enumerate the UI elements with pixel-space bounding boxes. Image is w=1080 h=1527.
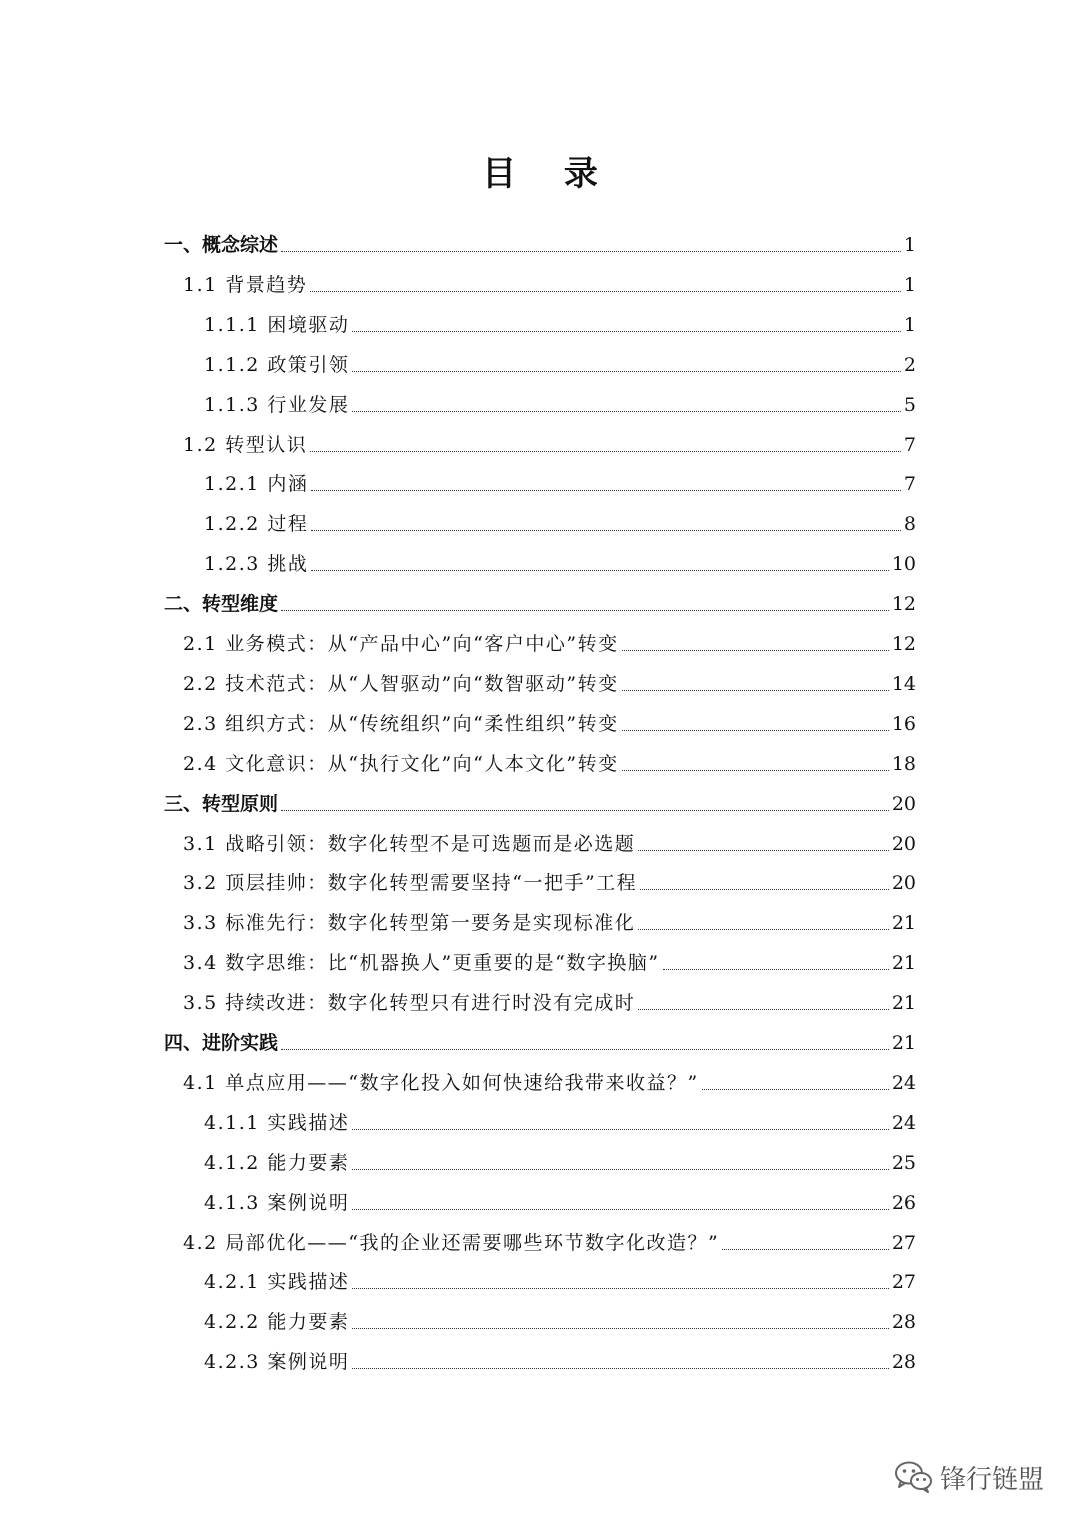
toc-entry-page: 2: [903, 353, 916, 376]
dot-leader: [352, 1169, 888, 1170]
toc-entry-page: 25: [891, 1151, 916, 1174]
toc-entry-title: 4.1.3 案例说明: [204, 1191, 350, 1214]
dot-leader: [638, 1009, 889, 1010]
toc-entry[interactable]: [183, 1060, 916, 1096]
toc-entry-page: 20: [891, 792, 916, 815]
toc-entry-page: 10: [891, 553, 916, 576]
toc-entry-title: 2.2 技术范式：从“人智驱动”向“数智驱动”转变: [183, 672, 619, 695]
toc-entry[interactable]: [183, 661, 916, 697]
toc-entry-title: 4.2.3 案例说明: [204, 1351, 350, 1374]
dot-leader: [638, 929, 889, 930]
toc-entry-page: 20: [891, 832, 916, 855]
toc-entry[interactable]: [204, 382, 916, 418]
toc-entry-title: 4.1.2 能力要素: [204, 1151, 350, 1174]
toc-entry-title: 2.1 业务模式：从“产品中心”向“客户中心”转变: [183, 633, 619, 655]
toc-entry-page: 5: [903, 393, 916, 416]
toc-entry[interactable]: [204, 342, 916, 378]
watermark: [894, 1457, 1044, 1497]
dot-leader: [352, 371, 901, 372]
wechat-icon: [894, 1460, 934, 1494]
toc-entry-title: 2.4 文化意识：从“执行文化”向“人本文化”转变: [183, 752, 619, 775]
dot-leader: [311, 490, 901, 491]
dot-leader: [281, 610, 889, 611]
toc-entry-title: 1.1 背景趋势: [183, 273, 308, 296]
toc-entry[interactable]: [204, 1140, 916, 1176]
toc-entry-title: 3.3 标准先行：数字化转型第一要务是实现标准化: [183, 912, 636, 935]
dot-leader: [622, 770, 889, 771]
toc-entry-page: 28: [891, 1311, 916, 1334]
toc-entry-page: 21: [891, 992, 916, 1015]
toc-entry-page: 14: [891, 672, 916, 695]
toc-entry[interactable]: [183, 422, 916, 458]
dot-leader: [281, 810, 889, 811]
dot-leader: [281, 1049, 889, 1050]
dot-leader: [352, 331, 901, 332]
toc-entry-title: 4.2.2 能力要素: [204, 1311, 350, 1334]
dot-leader: [310, 291, 901, 292]
toc-entry-page: 28: [891, 1351, 916, 1374]
toc-entry[interactable]: [183, 701, 916, 737]
toc-entry[interactable]: [204, 501, 916, 537]
toc-entry[interactable]: [204, 1299, 916, 1335]
dot-leader: [622, 650, 889, 651]
toc-entry-title: 一、概念综述: [164, 234, 279, 256]
dot-leader: [352, 411, 901, 412]
toc-entry[interactable]: [204, 302, 916, 338]
toc-entry[interactable]: [183, 940, 916, 976]
toc-entry-title: 2.3 组织方式：从“传统组织”向“柔性组织”转变: [183, 712, 619, 735]
toc-entry-page: 12: [891, 593, 916, 616]
toc-entry[interactable]: [164, 1020, 916, 1056]
toc-entry-page: 1: [903, 273, 916, 296]
toc-entry-title: 1.2 转型认识: [183, 433, 308, 456]
dot-leader: [722, 1249, 889, 1250]
toc-entry-page: 20: [891, 872, 916, 895]
toc-entry-page: 21: [891, 1032, 916, 1054]
dot-leader: [663, 969, 889, 970]
toc-entry[interactable]: [183, 1220, 916, 1256]
toc-entry[interactable]: [204, 461, 916, 497]
toc-entry-page: 1: [903, 313, 916, 336]
toc-entry[interactable]: [183, 262, 916, 298]
toc-entry-page: 7: [903, 473, 916, 496]
toc-entry[interactable]: [204, 1100, 916, 1136]
toc-entry[interactable]: [204, 541, 916, 577]
toc-entry-title: 1.1.1 困境驱动: [204, 313, 350, 336]
toc-entry[interactable]: [204, 1259, 916, 1295]
toc-entry-title: 1.2.3 挑战: [204, 553, 309, 576]
dot-leader: [311, 570, 888, 571]
watermark-text: 锋行链盟: [939, 1464, 1044, 1495]
dot-leader: [352, 1209, 888, 1210]
toc-entry[interactable]: [204, 1180, 916, 1216]
dot-leader: [622, 690, 889, 691]
toc-entry-title: 3.1 战略引领：数字化转型不是可选题而是必选题: [183, 832, 636, 855]
toc-entry-page: 24: [891, 1111, 916, 1134]
toc-entry-title: 1.1.2 政策引领: [204, 353, 350, 376]
toc-entry-title: 1.2.2 过程: [204, 513, 309, 536]
dot-leader: [622, 730, 889, 731]
toc-entry-title: 3.4 数字思维：比“机器换人”更重要的是“数字换脑”: [183, 952, 660, 975]
toc-entry[interactable]: [183, 900, 916, 936]
toc-entry[interactable]: [183, 980, 916, 1016]
toc-entry-page: 8: [903, 513, 916, 536]
toc-entry[interactable]: [183, 741, 916, 777]
toc-entry[interactable]: [183, 621, 916, 657]
toc-entry-page: 16: [891, 712, 916, 735]
page-title: 目 录: [482, 154, 616, 194]
dot-leader: [352, 1288, 888, 1289]
dot-leader: [352, 1328, 888, 1329]
toc-entry-title: 3.2 顶层挂帅：数字化转型需要坚持“一把手”工程: [183, 872, 638, 895]
toc-entry-title: 四、进阶实践: [164, 1032, 279, 1054]
toc-entry-page: 21: [891, 912, 916, 935]
dot-leader: [638, 850, 889, 851]
dot-leader: [352, 1368, 888, 1369]
toc-entry[interactable]: [164, 222, 916, 258]
toc-entry-page: 12: [891, 633, 916, 655]
toc-entry-page: 21: [891, 952, 916, 975]
toc-entry[interactable]: [183, 821, 916, 857]
dot-leader: [310, 451, 901, 452]
toc-entry-page: 1: [903, 234, 916, 256]
toc-entry[interactable]: [164, 781, 916, 817]
dot-leader: [281, 251, 901, 252]
dot-leader: [311, 530, 901, 531]
toc-entry-title: 4.2 局部优化——“我的企业还需要哪些环节数字化改造？”: [183, 1231, 720, 1254]
toc-entry-title: 4.1 单点应用——“数字化投入如何快速给我带来收益？”: [183, 1071, 699, 1094]
dot-leader: [352, 1129, 888, 1130]
dot-leader: [702, 1089, 889, 1090]
toc-entry[interactable]: [204, 1339, 916, 1375]
toc-entry-title: 1.2.1 内涵: [204, 473, 309, 496]
toc-entry-title: 三、转型原则: [164, 792, 279, 815]
toc-entry-title: 4.1.1 实践描述: [204, 1111, 350, 1134]
toc-entry-title: 4.2.1 实践描述: [204, 1271, 350, 1294]
toc-entry-title: 3.5 持续改进：数字化转型只有进行时没有完成时: [183, 992, 636, 1015]
toc-entry[interactable]: [183, 860, 916, 896]
toc-entry-page: 7: [903, 433, 916, 456]
toc-entry-page: 27: [891, 1231, 916, 1254]
toc-entry-page: 26: [891, 1191, 916, 1214]
toc-entry[interactable]: [164, 581, 916, 617]
toc-entry-page: 27: [891, 1271, 916, 1294]
toc-entry-title: 二、转型维度: [164, 593, 279, 616]
dot-leader: [640, 889, 889, 890]
toc-entry-title: 1.1.3 行业发展: [204, 393, 350, 416]
toc-entry-page: 18: [891, 752, 916, 775]
toc-entry-page: 24: [891, 1071, 916, 1094]
